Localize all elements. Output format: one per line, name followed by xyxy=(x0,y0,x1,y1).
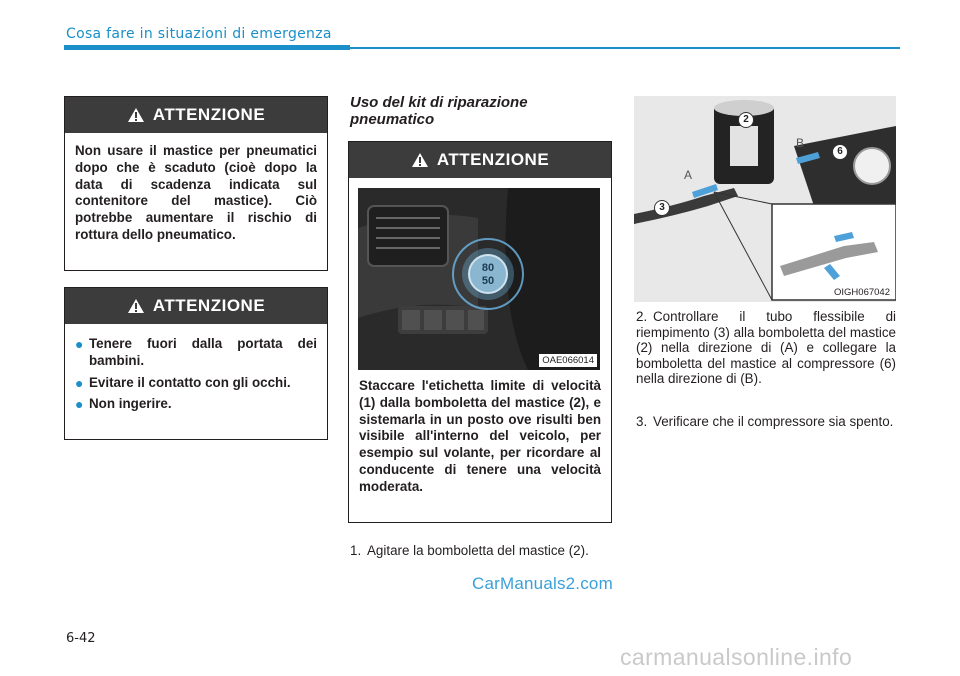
warning-list xyxy=(75,336,317,413)
page-number: 6-42 xyxy=(66,631,96,646)
step-number: 1. xyxy=(350,543,362,558)
warning-triangle-icon xyxy=(411,152,429,168)
warning-heading: ATTENZIONE xyxy=(152,105,266,124)
warning-triangle-icon xyxy=(127,298,145,314)
step-3 xyxy=(636,414,896,430)
warning-header xyxy=(65,97,327,133)
step-text: Controllare il tubo flessibile di riempimento (3) alla bomboletta del mastice (2) nella direzione di (A) e collegare la bomboletta del mastice al compressore (6) nella direzione di (B). xyxy=(636,309,896,386)
list-item: ● Tenere fuori dalla portata dei bambini. xyxy=(75,336,317,368)
step-number: 3. xyxy=(636,414,648,429)
warning-heading: ATTENZIONE xyxy=(152,296,266,315)
bullet-icon: ● xyxy=(75,374,84,391)
speed-limit-sticker: 80 50 xyxy=(468,254,508,294)
warning-triangle-icon xyxy=(127,107,145,123)
step-1 xyxy=(350,543,612,559)
warning-box-safety xyxy=(64,287,328,440)
warning-box-speed-label xyxy=(348,141,612,523)
step-text: Agitare la bomboletta del mastice (2). xyxy=(367,543,589,558)
step-2 xyxy=(636,309,896,387)
label-b: B xyxy=(796,136,805,150)
section-header-title: Cosa fare in situazioni di emergenza xyxy=(66,26,332,42)
warning-box-expired-sealant xyxy=(64,96,328,271)
list-item: ● Non ingerire. xyxy=(75,396,172,413)
list-item: ● Evitare il contatto con gli occhi. xyxy=(75,374,291,391)
warning-header xyxy=(65,288,327,324)
warning-heading: ATTENZIONE xyxy=(436,150,550,169)
callout-6: 6 xyxy=(832,144,848,160)
warning-header xyxy=(349,142,611,178)
bullet-icon: ● xyxy=(75,396,84,413)
watermark-link[interactable]: CarManuals2.com xyxy=(472,574,613,593)
step-text: Verificare che il compressore sia spento. xyxy=(653,414,894,429)
dashboard-photo xyxy=(358,188,600,370)
callout-2: 2 xyxy=(738,112,754,128)
warning-text: Staccare l'etichetta limite di velocità (1) dalla bomboletta del mastice (2), e sistemarla in un posto ove risulti ben visibile all'interno del veicolo, per esempio sul volante, per ricordare al conducente di tenere una velocità moderata. xyxy=(359,378,601,494)
section-heading: Uso del kit di riparazione pneumatico xyxy=(350,94,528,128)
label-a: A xyxy=(684,168,693,182)
step-number: 2. xyxy=(636,309,648,324)
image-caption: OAE066014 xyxy=(539,354,597,367)
repair-kit-illustration xyxy=(634,96,896,302)
image-caption: OIGH067042 xyxy=(831,286,893,299)
callout-3: 3 xyxy=(654,200,670,216)
warning-text: Non usare il mastice per pneumatici dopo che è scaduto (cioè dopo la data di scadenza indicata sul contenitore del mastice). Ciò potrebbe aumentare il rischio di rottura dello pneumatico. xyxy=(75,143,317,242)
repair-kit-figure xyxy=(634,96,896,302)
footer-watermark: carmanualsonline.info xyxy=(620,644,853,670)
bullet-icon: ● xyxy=(75,336,84,352)
header-divider xyxy=(64,47,900,49)
